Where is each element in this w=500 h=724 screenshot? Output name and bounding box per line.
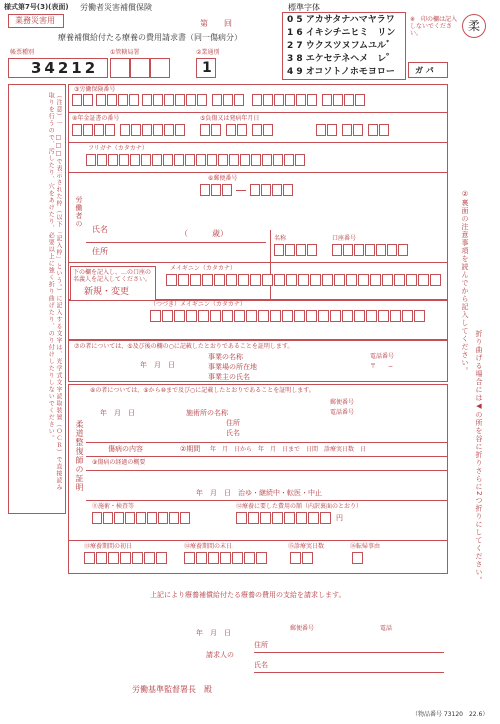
katakana2-cells[interactable] bbox=[150, 310, 440, 324]
practitioner-phone: 電話番号 bbox=[330, 409, 355, 416]
practitioner-heading: ⑧の者については、⑨から⑩まで及び○に記載したとおりであることを証明します。 bbox=[90, 387, 315, 394]
katakana-cells[interactable] bbox=[166, 274, 446, 288]
claim-statement: 上記により療養補償給付たる療養の費用の支給を請求します。 bbox=[150, 591, 346, 599]
bank-cells[interactable] bbox=[274, 244, 444, 258]
period-text: 年 月 日から 年 月 日まで 日間 診療実日数 日 bbox=[210, 446, 367, 453]
form-code-value: 34212 bbox=[31, 59, 99, 77]
seal-mark: 柔 bbox=[462, 14, 486, 38]
std-row-4: 4 9 オコソトノホモヨロー bbox=[287, 67, 395, 77]
claim-name: 氏名 bbox=[254, 661, 268, 669]
practitioner-vertical: 柔道整復師の証明 bbox=[75, 420, 84, 492]
facility-label: 施術所の名称 bbox=[186, 409, 228, 417]
bottom-code-2: ⑭療養期間の末日 bbox=[184, 543, 233, 550]
worker-vertical: 労働者の bbox=[75, 196, 83, 228]
fold-note: 折り曲げる場合には◀の所を谷に折りさらに2つ折りにしてください。 bbox=[475, 330, 483, 585]
practitioner-name: 氏名 bbox=[226, 429, 240, 437]
form-title: 療養補償給付たる療養の費用請求書（同一傷病分） bbox=[58, 33, 242, 42]
std-row-0: 0 5 アカサタナハマヤラワ bbox=[287, 15, 395, 25]
kana-name-label: フリガナ（カタカナ） bbox=[88, 145, 148, 152]
renew-cell[interactable] bbox=[196, 58, 216, 78]
yen-label: 円 bbox=[336, 514, 343, 522]
bottom-code-1: ⑬療養期間の初日 bbox=[84, 543, 133, 550]
bank-name-label: 名称 bbox=[274, 235, 287, 242]
dakuten-text: ガ パ bbox=[415, 66, 434, 75]
stamp-box bbox=[8, 14, 64, 28]
practitioner-addr: 住所 bbox=[226, 419, 240, 427]
account-label: 口座番号 bbox=[332, 235, 357, 242]
right-note: ②裏面の注意事項を読んでから記入してください。 bbox=[461, 190, 469, 375]
claimant-label: 請求人の bbox=[206, 651, 234, 659]
std-row-3: 3 8 エケセテネヘメ レ゜ bbox=[287, 54, 396, 64]
dakuten-box bbox=[408, 62, 448, 78]
bottom-code-3: ⑮診療実日数 bbox=[288, 543, 325, 550]
employer-postal: 〒 − bbox=[370, 363, 394, 370]
insurance-label: 労働者災害補償保険 bbox=[80, 3, 152, 12]
changed-label: ⑫療養に要した費用の額（内訳裏面のとおり） bbox=[236, 503, 363, 510]
claim-phone: 電話 bbox=[380, 625, 393, 632]
r4-cells bbox=[72, 124, 442, 138]
r5-label: ⑤負傷又は発病年月日 bbox=[200, 115, 260, 122]
std-row-1: 1 6 イキシチニヒミ リン bbox=[287, 28, 396, 38]
office-cell-2[interactable] bbox=[130, 58, 150, 78]
r3-cells bbox=[72, 94, 444, 108]
employer-phone: 電話番号 bbox=[370, 353, 395, 360]
office-addr: 事業場の所在地 bbox=[208, 363, 257, 371]
form-code-box bbox=[8, 58, 108, 78]
employer-heading: ⑦の者については、⑤及び後の欄の○に記載したとおりであることを証明します。 bbox=[74, 343, 294, 350]
kana-name-cells[interactable] bbox=[86, 154, 446, 168]
seq-label: 第 回 bbox=[200, 19, 232, 28]
item-label: ⑪施術・検査等 bbox=[92, 503, 135, 510]
renew-value: 1 bbox=[202, 60, 212, 76]
footer-code: （物品番号 73120 22.6） bbox=[412, 711, 489, 718]
bank-notice: 下の欄を記入し、…の口座の名義人を記入してください。 bbox=[73, 269, 152, 284]
form-number: 様式第7号(3)(表面) bbox=[4, 3, 69, 11]
katakana2-label: （つづき）メイギニン（カタカナ） bbox=[150, 301, 246, 308]
office-name: 事業の名称 bbox=[208, 353, 243, 361]
claim-postal: 郵便番号 bbox=[290, 625, 315, 632]
office-label: ①管轄局署 bbox=[110, 49, 140, 56]
standard-char-box bbox=[282, 12, 406, 80]
address-label: 住所 bbox=[92, 247, 108, 256]
injury-label: 傷病の内容 bbox=[108, 445, 143, 453]
practitioner-postal: 郵便番号 bbox=[330, 399, 355, 406]
header-note: ※ 印の欄は記入しないでください。 bbox=[410, 16, 458, 38]
worker-name-label: 氏名 bbox=[92, 225, 108, 234]
r3-label: ③労働保険番号 bbox=[74, 86, 116, 93]
claim-address: 住所 bbox=[254, 641, 268, 649]
form-code-label: 帳票種別 bbox=[10, 49, 35, 56]
left-notes-text: （注意）一 □□□で表示された枠（以下「記入枠」という。）に記入する文字は、光学式文字読取装置（ＯＣＲ）で直接読み取りを行うので、汚したり、穴をあけたり、必要以上に強く折り曲げたり、のり付けしたりしないでください。 bbox=[47, 92, 62, 491]
std-row-2: 2 7 ウクスツヌフムユル゛ bbox=[287, 41, 395, 51]
postal-label: ⑥郵便番号 bbox=[208, 175, 238, 182]
practitioner-date: 年 月 日 bbox=[100, 409, 135, 417]
period-label: ②期間 bbox=[180, 445, 201, 453]
worker-age: （ 歳） bbox=[180, 229, 228, 238]
r4-label: ④年金証書の番号 bbox=[72, 115, 120, 122]
postal-cells[interactable] bbox=[200, 184, 320, 198]
claim-date: 年 月 日 bbox=[196, 629, 231, 637]
authority: 労働基準監督署長 殿 bbox=[132, 685, 212, 694]
amount-cells[interactable] bbox=[236, 512, 436, 526]
stamp-label: 業務災害用 bbox=[15, 16, 55, 25]
office-cell-3[interactable] bbox=[150, 58, 170, 78]
new-change[interactable]: 新規・変更 bbox=[84, 287, 130, 297]
employer-date: 年 月 日 bbox=[140, 361, 175, 369]
standard-char-title: 標準字体 bbox=[288, 3, 320, 12]
item-cells[interactable] bbox=[92, 512, 212, 526]
office-cell-1[interactable] bbox=[110, 58, 130, 78]
bottom-code-4: ⑯転帰事由 bbox=[350, 543, 381, 550]
bottom-cells[interactable] bbox=[84, 552, 444, 566]
outcome-label: 年 月 日 治ゆ・継続中・転医・中止 bbox=[196, 489, 322, 497]
proc-label: ⑨傷病の経過の概要 bbox=[92, 459, 146, 466]
renew-label: ②業通別 bbox=[196, 49, 220, 56]
katakana-label: メイギニン（カタカナ） bbox=[170, 265, 236, 272]
owner-name: 事業主の氏名 bbox=[208, 373, 250, 381]
